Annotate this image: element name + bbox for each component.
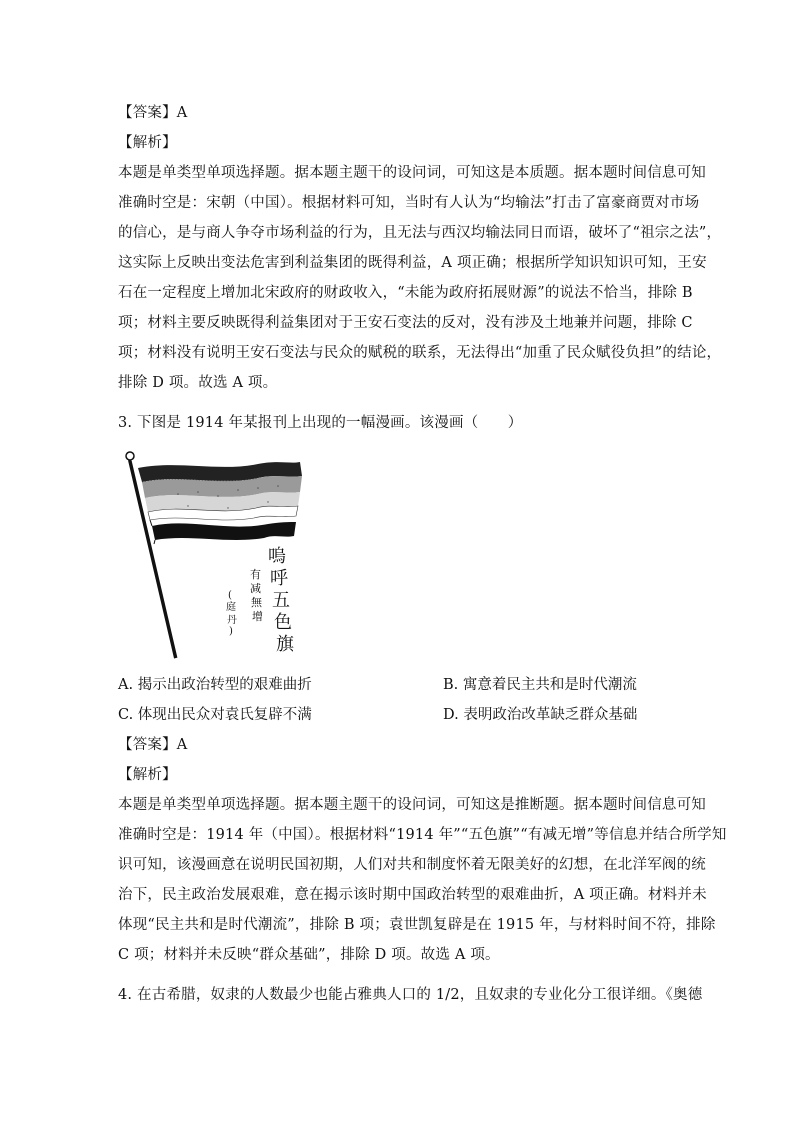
caption-char: 丹 xyxy=(227,615,237,626)
flag-cartoon-image xyxy=(118,448,314,660)
analysis-text-line: 项；材料没有说明王安石变法与民众的赋税的联系，无法得出“加重了民众赋役负担”的结论， xyxy=(118,345,722,361)
caption-char: 增 xyxy=(252,610,263,623)
answer-label-q3: 【答案】A xyxy=(118,737,188,753)
analysis-text-line: 本题是单类型单项选择题。据本题主题干的设问词，可知这是本质题。据本题时间信息可知 xyxy=(118,165,706,181)
caption-char: 庭 xyxy=(226,602,236,613)
caption-char: ( xyxy=(228,590,232,601)
analysis-text-line: 石在一定程度上增加北宋政府的财政收入，“未能为政府拓展财源”的说法不恰当，排除 B xyxy=(118,285,693,301)
analysis-text-line: 本题是单类型单项选择题。据本题主题干的设问词，可知这是推断题。据本题时间信息可知 xyxy=(118,797,706,813)
analysis-text-line: 识可知，该漫画意在说明民国初期，人们对共和制度怀着无限美好的幻想，在北洋军阀的统 xyxy=(118,857,706,873)
caption-char: ) xyxy=(229,626,233,637)
option-a: A. 揭示出政治转型的艰难曲折 xyxy=(118,677,312,693)
answer-label-q2: 【答案】A xyxy=(118,105,188,121)
caption-char: 有 xyxy=(250,568,261,581)
analysis-text-line: 准确时空是：1914 年（中国）。根据材料“1914 年”“五色旗”“有减无增”等信息并结合所学知 xyxy=(118,827,727,843)
caption-char: 色 xyxy=(274,612,292,633)
analysis-text-line: 准确时空是：宋朝（中国）。根据材料可知，当时有人认为“均输法”打击了富豪商贾对市场 xyxy=(118,195,700,211)
analysis-text-line: 项；材料主要反映既得利益集团对于王安石变法的反对，没有涉及土地兼并问题，排除 C xyxy=(118,315,693,331)
option-c: C. 体现出民众对袁氏复辟不满 xyxy=(118,707,312,723)
caption-char: 嗚 xyxy=(268,546,286,567)
analysis-text-line: 的信心，是与商人争夺市场利益的行为，且无法与西汉均输法同日而语，破坏了“祖宗之法”， xyxy=(118,225,722,241)
analysis-text-line: 排除 D 项。故选 A 项。 xyxy=(118,375,278,391)
analysis-text-line: 这实际上反映出变法危害到利益集团的既得利益，A 项正确；根据所学知识知识可知，王安 xyxy=(118,255,707,271)
question-stem-q3: 3. 下图是 1914 年某报刊上出现的一幅漫画。该漫画（ ） xyxy=(118,415,523,431)
caption-char: 無 xyxy=(251,596,262,609)
caption-char: 旗 xyxy=(276,634,294,655)
caption-char: 五 xyxy=(272,590,290,611)
caption-char: 减 xyxy=(250,582,261,595)
analysis-text-line: C 项；材料并未反映“群众基础”，排除 D 项。故选 A 项。 xyxy=(118,947,500,963)
option-b: B. 寓意着民主共和是时代潮流 xyxy=(443,677,637,693)
analysis-text-line: 体现“民主共和是时代潮流”，排除 B 项；袁世凯复辟是在 1915 年，与材料时间不符，排除 xyxy=(118,917,716,933)
analysis-text-line: 治下，民主政治发展艰难，意在揭示该时期中国政治转型的艰难曲折，A 项正确。材料并未 xyxy=(118,887,707,903)
analysis-label-q3: 【解析】 xyxy=(118,767,177,783)
question-stem-q4: 4. 在古希腊，奴隶的人数最少也能占雅典人口的 1/2，且奴隶的专业化分工很详细。《奥德 xyxy=(118,987,703,1003)
option-d: D. 表明政治改革缺乏群众基础 xyxy=(443,707,638,723)
analysis-label-q2: 【解析】 xyxy=(118,135,177,151)
caption-char: 呼 xyxy=(270,568,288,589)
